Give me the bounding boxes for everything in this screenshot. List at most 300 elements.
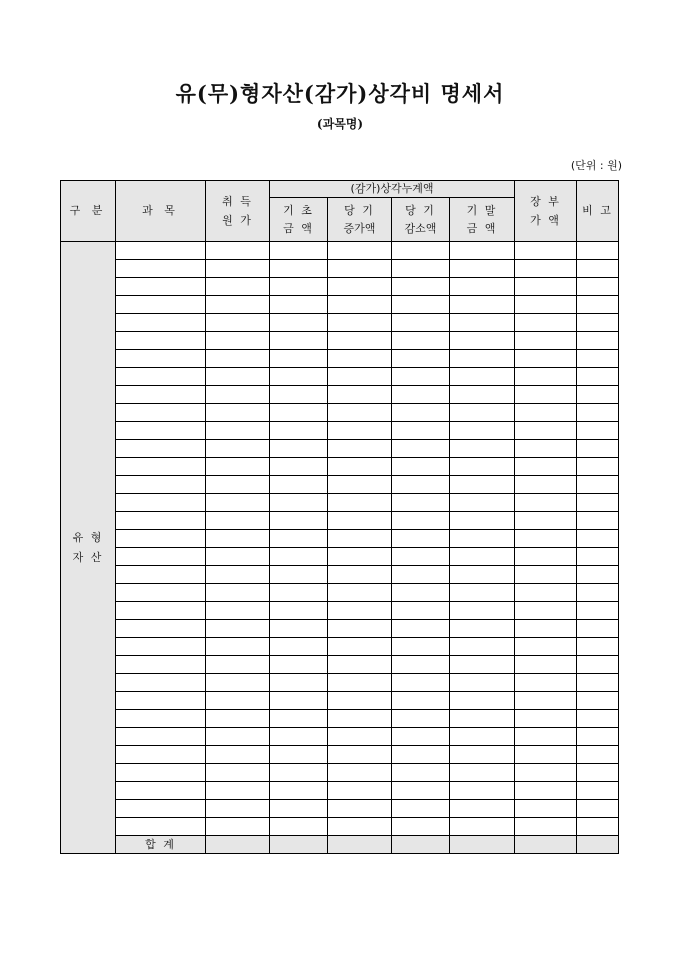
table-cell[interactable] — [116, 584, 206, 602]
table-cell[interactable] — [515, 674, 577, 692]
table-cell[interactable] — [116, 512, 206, 530]
table-cell[interactable] — [577, 692, 619, 710]
table-cell[interactable] — [577, 602, 619, 620]
table-cell[interactable] — [270, 530, 328, 548]
table-cell[interactable] — [392, 800, 450, 818]
table-cell[interactable] — [206, 386, 270, 404]
table-cell[interactable] — [450, 440, 515, 458]
table-row — [61, 512, 619, 530]
table-cell[interactable] — [392, 440, 450, 458]
table-cell[interactable] — [270, 278, 328, 296]
table-cell[interactable] — [270, 242, 328, 260]
table-cell[interactable] — [515, 350, 577, 368]
table-cell[interactable] — [206, 314, 270, 332]
table-cell[interactable] — [270, 674, 328, 692]
table-cell[interactable] — [577, 422, 619, 440]
table-cell[interactable] — [328, 782, 392, 800]
table-cell[interactable] — [577, 818, 619, 836]
table-cell[interactable] — [116, 656, 206, 674]
table-cell[interactable] — [270, 710, 328, 728]
table-row — [61, 728, 619, 746]
table-cell[interactable] — [270, 260, 328, 278]
table-cell[interactable] — [392, 674, 450, 692]
table-cell[interactable] — [270, 638, 328, 656]
table-cell[interactable] — [116, 782, 206, 800]
table-cell[interactable] — [577, 386, 619, 404]
table-cell[interactable] — [515, 656, 577, 674]
total-cell[interactable] — [450, 836, 515, 854]
table-cell[interactable] — [328, 818, 392, 836]
table-cell[interactable] — [577, 512, 619, 530]
table-row — [61, 458, 619, 476]
table-cell[interactable] — [392, 584, 450, 602]
table-cell[interactable] — [328, 350, 392, 368]
table-cell[interactable] — [392, 296, 450, 314]
table-cell[interactable] — [206, 710, 270, 728]
table-row — [61, 602, 619, 620]
table-cell[interactable] — [515, 566, 577, 584]
table-cell[interactable] — [577, 260, 619, 278]
table-cell[interactable] — [450, 350, 515, 368]
table-cell[interactable] — [206, 404, 270, 422]
table-cell[interactable] — [515, 746, 577, 764]
table-cell[interactable] — [270, 350, 328, 368]
table-cell[interactable] — [515, 692, 577, 710]
table-cell[interactable] — [206, 566, 270, 584]
table-cell[interactable] — [270, 584, 328, 602]
table-cell[interactable] — [270, 476, 328, 494]
table-cell[interactable] — [206, 512, 270, 530]
table-cell[interactable] — [328, 242, 392, 260]
table-cell[interactable] — [206, 548, 270, 566]
table-cell[interactable] — [328, 584, 392, 602]
table-cell[interactable] — [450, 530, 515, 548]
table-cell[interactable] — [116, 800, 206, 818]
table-cell[interactable] — [270, 332, 328, 350]
table-cell[interactable] — [392, 476, 450, 494]
header-ending-amount: 기 말 금 액 — [450, 198, 515, 242]
table-cell[interactable] — [515, 242, 577, 260]
table-cell[interactable] — [328, 386, 392, 404]
table-cell[interactable] — [577, 440, 619, 458]
table-cell[interactable] — [206, 674, 270, 692]
table-cell[interactable] — [450, 800, 515, 818]
table-cell[interactable] — [515, 494, 577, 512]
table-cell[interactable] — [206, 764, 270, 782]
table-cell[interactable] — [206, 260, 270, 278]
header-accumulated-depreciation: (감가)상각누계액 — [270, 181, 515, 198]
header-period-increase: 당 기 증가액 — [328, 198, 392, 242]
table-cell[interactable] — [116, 638, 206, 656]
table-cell[interactable] — [206, 602, 270, 620]
table-cell[interactable] — [206, 458, 270, 476]
table-cell[interactable] — [116, 242, 206, 260]
table-cell[interactable] — [577, 314, 619, 332]
table-cell[interactable] — [392, 260, 450, 278]
table-cell[interactable] — [515, 440, 577, 458]
table-cell[interactable] — [392, 494, 450, 512]
table-cell[interactable] — [450, 566, 515, 584]
table-cell[interactable] — [577, 476, 619, 494]
table-cell[interactable] — [450, 314, 515, 332]
table-cell[interactable] — [116, 566, 206, 584]
table-cell[interactable] — [392, 332, 450, 350]
table-cell[interactable] — [116, 530, 206, 548]
table-cell[interactable] — [392, 512, 450, 530]
table-cell[interactable] — [328, 746, 392, 764]
table-cell[interactable] — [206, 296, 270, 314]
table-cell[interactable] — [116, 458, 206, 476]
table-cell[interactable] — [450, 656, 515, 674]
table-cell[interactable] — [515, 800, 577, 818]
table-cell[interactable] — [450, 620, 515, 638]
table-cell[interactable] — [577, 404, 619, 422]
table-cell[interactable] — [206, 368, 270, 386]
table-cell[interactable] — [577, 584, 619, 602]
table-cell[interactable] — [577, 656, 619, 674]
table-cell[interactable] — [270, 458, 328, 476]
table-cell[interactable] — [450, 458, 515, 476]
table-cell[interactable] — [328, 476, 392, 494]
table-cell[interactable] — [515, 710, 577, 728]
table-cell[interactable] — [392, 458, 450, 476]
table-cell[interactable] — [392, 764, 450, 782]
table-cell[interactable] — [577, 710, 619, 728]
table-cell[interactable] — [328, 530, 392, 548]
table-cell[interactable] — [392, 404, 450, 422]
table-cell[interactable] — [392, 422, 450, 440]
table-cell[interactable] — [392, 368, 450, 386]
table-cell[interactable] — [392, 548, 450, 566]
table-cell[interactable] — [577, 350, 619, 368]
table-cell[interactable] — [450, 746, 515, 764]
table-cell[interactable] — [515, 314, 577, 332]
table-cell[interactable] — [392, 278, 450, 296]
table-cell[interactable] — [515, 332, 577, 350]
header-period-decrease: 당 기 감소액 — [392, 198, 450, 242]
table-cell[interactable] — [270, 782, 328, 800]
table-cell[interactable] — [577, 638, 619, 656]
table-cell[interactable] — [328, 638, 392, 656]
table-cell[interactable] — [206, 440, 270, 458]
table-cell[interactable] — [270, 440, 328, 458]
table-cell[interactable] — [450, 386, 515, 404]
table-cell[interactable] — [270, 746, 328, 764]
total-label: 합 계 — [116, 836, 206, 854]
table-cell[interactable] — [577, 368, 619, 386]
table-cell[interactable] — [116, 386, 206, 404]
table-cell[interactable] — [328, 458, 392, 476]
table-cell[interactable] — [515, 584, 577, 602]
table-cell[interactable] — [450, 476, 515, 494]
table-row — [61, 620, 619, 638]
table-cell[interactable] — [515, 548, 577, 566]
table-cell[interactable] — [392, 656, 450, 674]
table-cell[interactable] — [515, 404, 577, 422]
table-cell[interactable] — [577, 332, 619, 350]
table-cell[interactable] — [116, 692, 206, 710]
table-cell[interactable] — [270, 728, 328, 746]
table-cell[interactable] — [577, 566, 619, 584]
table-cell[interactable] — [577, 296, 619, 314]
table-cell[interactable] — [515, 422, 577, 440]
table-cell[interactable] — [577, 728, 619, 746]
table-cell[interactable] — [116, 350, 206, 368]
table-cell[interactable] — [328, 764, 392, 782]
table-cell[interactable] — [577, 242, 619, 260]
table-cell[interactable] — [450, 638, 515, 656]
table-cell[interactable] — [450, 512, 515, 530]
table-cell[interactable] — [392, 242, 450, 260]
table-cell[interactable] — [206, 782, 270, 800]
table-cell[interactable] — [270, 404, 328, 422]
table-cell[interactable] — [392, 602, 450, 620]
table-cell[interactable] — [450, 494, 515, 512]
table-cell[interactable] — [450, 764, 515, 782]
table-cell[interactable] — [450, 584, 515, 602]
table-cell[interactable] — [116, 296, 206, 314]
table-cell[interactable] — [577, 278, 619, 296]
table-cell[interactable] — [450, 332, 515, 350]
table-cell[interactable] — [515, 782, 577, 800]
table-cell[interactable] — [392, 314, 450, 332]
table-cell[interactable] — [116, 332, 206, 350]
table-cell[interactable] — [577, 764, 619, 782]
table-cell[interactable] — [328, 566, 392, 584]
table-cell[interactable] — [206, 800, 270, 818]
table-cell[interactable] — [270, 296, 328, 314]
table-cell[interactable] — [116, 440, 206, 458]
table-cell[interactable] — [328, 620, 392, 638]
table-cell[interactable] — [577, 494, 619, 512]
table-cell[interactable] — [450, 278, 515, 296]
table-cell[interactable] — [577, 782, 619, 800]
table-cell[interactable] — [328, 332, 392, 350]
table-cell[interactable] — [328, 710, 392, 728]
table-cell[interactable] — [328, 692, 392, 710]
table-cell[interactable] — [206, 494, 270, 512]
table-cell[interactable] — [206, 332, 270, 350]
table-cell[interactable] — [392, 818, 450, 836]
total-cell[interactable] — [515, 836, 577, 854]
table-cell[interactable] — [328, 674, 392, 692]
table-cell[interactable] — [206, 620, 270, 638]
table-cell[interactable] — [392, 638, 450, 656]
table-cell[interactable] — [206, 638, 270, 656]
table-cell[interactable] — [450, 782, 515, 800]
table-cell[interactable] — [270, 314, 328, 332]
table-cell[interactable] — [392, 350, 450, 368]
table-cell[interactable] — [206, 278, 270, 296]
table-cell[interactable] — [450, 296, 515, 314]
table-cell[interactable] — [270, 818, 328, 836]
table-cell[interactable] — [392, 530, 450, 548]
table-cell[interactable] — [392, 386, 450, 404]
document-title: 유(무)형자산(감가)상각비 명세서 — [175, 81, 505, 106]
table-cell[interactable] — [328, 656, 392, 674]
table-cell[interactable] — [116, 314, 206, 332]
table-row — [61, 782, 619, 800]
table-cell[interactable] — [116, 710, 206, 728]
table-row — [61, 368, 619, 386]
table-cell[interactable] — [328, 800, 392, 818]
table-cell[interactable] — [270, 764, 328, 782]
table-cell[interactable] — [450, 602, 515, 620]
total-cell[interactable] — [328, 836, 392, 854]
table-cell[interactable] — [577, 620, 619, 638]
total-cell[interactable] — [270, 836, 328, 854]
table-cell[interactable] — [116, 818, 206, 836]
table-cell[interactable] — [270, 368, 328, 386]
total-cell[interactable] — [206, 836, 270, 854]
table-cell[interactable] — [270, 386, 328, 404]
table-cell[interactable] — [206, 818, 270, 836]
table-cell[interactable] — [515, 530, 577, 548]
table-row — [61, 746, 619, 764]
table-cell[interactable] — [577, 746, 619, 764]
table-cell[interactable] — [206, 584, 270, 602]
table-cell[interactable] — [450, 548, 515, 566]
table-cell[interactable] — [206, 476, 270, 494]
table-cell[interactable] — [270, 800, 328, 818]
table-cell[interactable] — [328, 278, 392, 296]
table-cell[interactable] — [116, 764, 206, 782]
table-cell[interactable] — [328, 314, 392, 332]
table-cell[interactable] — [328, 512, 392, 530]
total-cell[interactable] — [392, 836, 450, 854]
table-cell[interactable] — [328, 494, 392, 512]
table-cell[interactable] — [206, 746, 270, 764]
table-cell[interactable] — [392, 692, 450, 710]
table-cell[interactable] — [515, 602, 577, 620]
table-row — [61, 800, 619, 818]
table-cell[interactable] — [270, 620, 328, 638]
table-cell[interactable] — [206, 692, 270, 710]
table-cell[interactable] — [515, 368, 577, 386]
table-cell[interactable] — [515, 620, 577, 638]
table-cell[interactable] — [270, 494, 328, 512]
table-cell[interactable] — [116, 278, 206, 296]
table-cell[interactable] — [116, 620, 206, 638]
table-cell[interactable] — [515, 764, 577, 782]
table-body — [61, 242, 619, 854]
table-cell[interactable] — [328, 368, 392, 386]
table-cell[interactable] — [515, 278, 577, 296]
table-cell[interactable] — [577, 458, 619, 476]
table-cell[interactable] — [116, 674, 206, 692]
table-cell[interactable] — [206, 350, 270, 368]
table-cell[interactable] — [328, 548, 392, 566]
table-cell[interactable] — [116, 368, 206, 386]
group-label-tangible-assets: 유 형 자 산 — [61, 242, 116, 854]
table-cell[interactable] — [328, 296, 392, 314]
table-cell[interactable] — [577, 530, 619, 548]
table-cell[interactable] — [392, 566, 450, 584]
table-cell[interactable] — [450, 368, 515, 386]
table-row — [61, 296, 619, 314]
table-cell[interactable] — [206, 242, 270, 260]
table-cell[interactable] — [577, 548, 619, 566]
table-cell[interactable] — [270, 602, 328, 620]
table-cell[interactable] — [206, 656, 270, 674]
unit-note: (단위 : 원) — [570, 159, 622, 172]
total-cell[interactable] — [577, 836, 619, 854]
table-cell[interactable] — [515, 638, 577, 656]
table-cell[interactable] — [515, 476, 577, 494]
table-row — [61, 440, 619, 458]
table-cell[interactable] — [328, 602, 392, 620]
table-cell[interactable] — [392, 710, 450, 728]
table-cell[interactable] — [116, 548, 206, 566]
table-cell[interactable] — [116, 476, 206, 494]
table-row — [61, 674, 619, 692]
table-cell[interactable] — [116, 494, 206, 512]
table-cell[interactable] — [116, 260, 206, 278]
table-cell[interactable] — [270, 692, 328, 710]
table-row — [61, 548, 619, 566]
table-cell[interactable] — [450, 260, 515, 278]
table-row — [61, 494, 619, 512]
table-cell[interactable] — [116, 404, 206, 422]
table-cell[interactable] — [577, 800, 619, 818]
table-cell[interactable] — [450, 692, 515, 710]
table-cell[interactable] — [328, 404, 392, 422]
table-cell[interactable] — [392, 746, 450, 764]
table-cell[interactable] — [515, 512, 577, 530]
table-cell[interactable] — [328, 260, 392, 278]
table-cell[interactable] — [392, 620, 450, 638]
table-cell[interactable] — [270, 512, 328, 530]
table-cell[interactable] — [328, 422, 392, 440]
table-cell[interactable] — [450, 422, 515, 440]
table-cell[interactable] — [116, 602, 206, 620]
table-cell[interactable] — [270, 422, 328, 440]
table-cell[interactable] — [450, 674, 515, 692]
table-cell[interactable] — [270, 566, 328, 584]
table-cell[interactable] — [515, 458, 577, 476]
table-cell[interactable] — [450, 728, 515, 746]
table-cell[interactable] — [577, 674, 619, 692]
table-cell[interactable] — [116, 728, 206, 746]
header-acquisition-cost: 취 득 원 가 — [206, 181, 270, 242]
table-cell[interactable] — [450, 710, 515, 728]
table-cell[interactable] — [515, 818, 577, 836]
table-cell[interactable] — [206, 530, 270, 548]
table-row — [61, 764, 619, 782]
table-cell[interactable] — [515, 728, 577, 746]
table-cell[interactable] — [206, 422, 270, 440]
table-cell[interactable] — [450, 404, 515, 422]
table-cell[interactable] — [515, 260, 577, 278]
table-row — [61, 692, 619, 710]
table-cell[interactable] — [206, 728, 270, 746]
table-cell[interactable] — [392, 728, 450, 746]
table-row — [61, 476, 619, 494]
table-cell[interactable] — [515, 296, 577, 314]
table-cell[interactable] — [515, 386, 577, 404]
table-cell[interactable] — [270, 656, 328, 674]
table-cell[interactable] — [392, 782, 450, 800]
table-row — [61, 638, 619, 656]
table-cell[interactable] — [116, 422, 206, 440]
table-cell[interactable] — [328, 440, 392, 458]
table-cell[interactable] — [116, 746, 206, 764]
table-row — [61, 314, 619, 332]
table-cell[interactable] — [328, 728, 392, 746]
table-cell[interactable] — [270, 548, 328, 566]
table-cell[interactable] — [450, 818, 515, 836]
table-cell[interactable] — [450, 242, 515, 260]
